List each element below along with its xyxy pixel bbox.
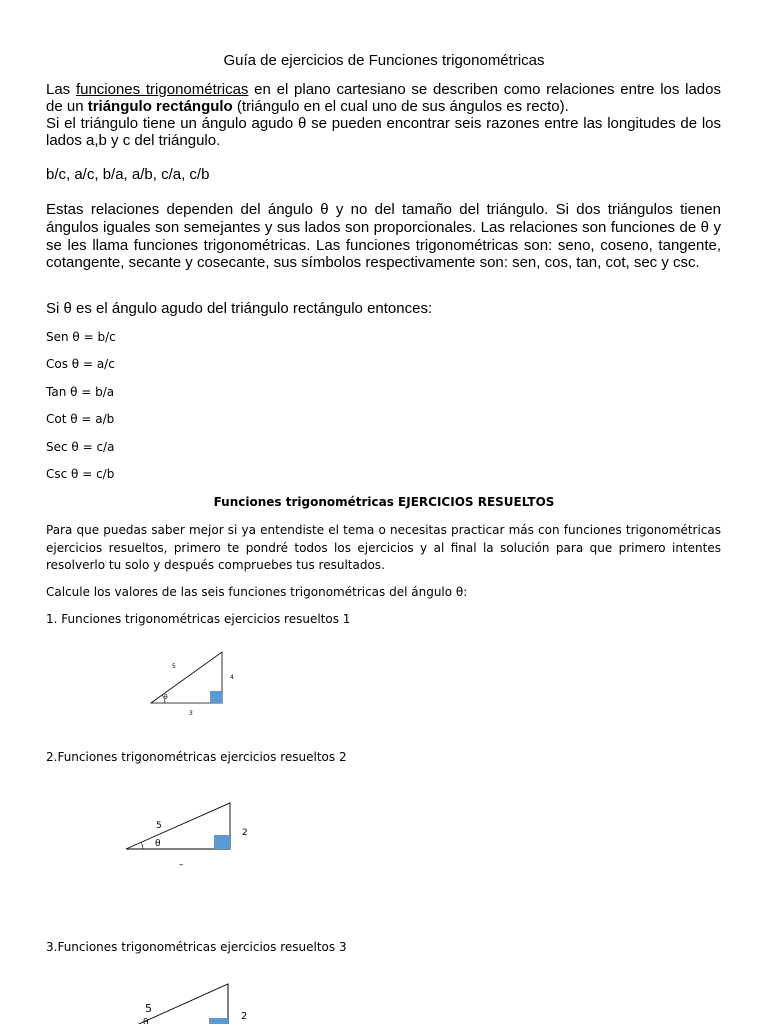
section-heading: Funciones trigonométricas EJERCICIOS RESUELTOS xyxy=(213,495,555,509)
formula-cos: Cos θ = a/c xyxy=(46,357,115,372)
formula-cot: Cot θ = a/b xyxy=(46,412,115,427)
opposite-label: 4 xyxy=(230,674,234,681)
hypotenuse-label: 5 xyxy=(172,663,176,670)
intro-paragraph-2: Si el triángulo tiene un ángulo agudo θ se pueden encontrar seis razones entre las longitudes de los lados a,b y c del triángulo. xyxy=(46,115,721,149)
intro-text-a: Las xyxy=(46,81,76,98)
theta-label: θ xyxy=(164,694,168,701)
exercise-3-label: 3.Funciones trigonométricas ejercicios resueltos 3 xyxy=(46,940,347,954)
angle-arc xyxy=(141,842,143,849)
opposite-label: 2 xyxy=(241,1011,248,1022)
exercise-prompt: Calcule los valores de las seis funciones trigonométricas del ángulo θ: xyxy=(46,585,468,599)
intro-bold-term: triángulo rectángulo xyxy=(87,98,233,115)
funciones-trigonometricas-link[interactable]: funciones trigonométricas xyxy=(75,81,249,98)
intro-paragraph-1 xyxy=(46,81,721,115)
formula-sec: Sec θ = c/a xyxy=(46,439,115,454)
right-angle-marker xyxy=(210,691,222,703)
right-angle-marker xyxy=(209,1018,228,1024)
intro-paragraph-3: Estas relaciones dependen del ángulo θ y no del tamaño del triángulo. Si dos triángulos tienen ángulos iguales son semejantes y sus lados son proporcionales. Las relaciones son funciones de θ y se les llama funciones trigonométricas. Las funciones trigonométricas son: seno, coseno, tangente, cotangente, secante y cosecante, sus símbolos respectivamente son: sen, cos, tan, cot, sec y csc. xyxy=(46,201,721,272)
hypotenuse-label: 5 xyxy=(156,821,162,831)
formula-tan: Tan θ = b/a xyxy=(46,384,115,399)
intro-text-c: (triángulo en el cual uno de sus ángulos es recto). xyxy=(232,98,569,115)
right-angle-marker xyxy=(214,835,230,849)
formula-sen: Sen θ = b/c xyxy=(46,330,116,344)
formula-csc: Csc θ = c/b xyxy=(46,466,115,481)
adjacent-label: 3 xyxy=(189,710,193,717)
hypotenuse-label: 5 xyxy=(145,1002,152,1015)
ratios-line: b/c, a/c, b/a, a/b, c/a, c/b xyxy=(46,166,210,183)
formula-list xyxy=(46,330,116,494)
exercise-1-triangle xyxy=(140,645,250,720)
exercise-2-label: 2.Funciones trigonométricas ejercicios resueltos 2 xyxy=(46,750,347,764)
adjacent-label: – xyxy=(179,860,184,870)
page-title: Guía de ejercicios de Funciones trigonométricas xyxy=(223,52,545,69)
exercise-2-triangle xyxy=(115,795,265,875)
intro-paragraph-4: Si θ es el ángulo agudo del triángulo rectángulo entonces: xyxy=(46,300,433,317)
exercise-1-label: 1. Funciones trigonométricas ejercicios resueltos 1 xyxy=(46,612,351,626)
theta-label: θ xyxy=(143,1018,149,1024)
section-paragraph: Para que puedas saber mejor si ya entendiste el tema o necesitas practicar más con funciones trigonométricas ejercicios resueltos, primero te pondré todos los ejercicios y al final la solución para que primero intentes resolverlo tu solo y después compruebes tus resultados. xyxy=(46,523,721,572)
exercise-3-triangle xyxy=(110,975,270,1024)
theta-label: θ xyxy=(155,839,161,849)
intro-text-b: en el plano cartesiano se describen como relaciones entre los lados de un xyxy=(46,81,721,115)
opposite-label: 2 xyxy=(242,828,248,838)
